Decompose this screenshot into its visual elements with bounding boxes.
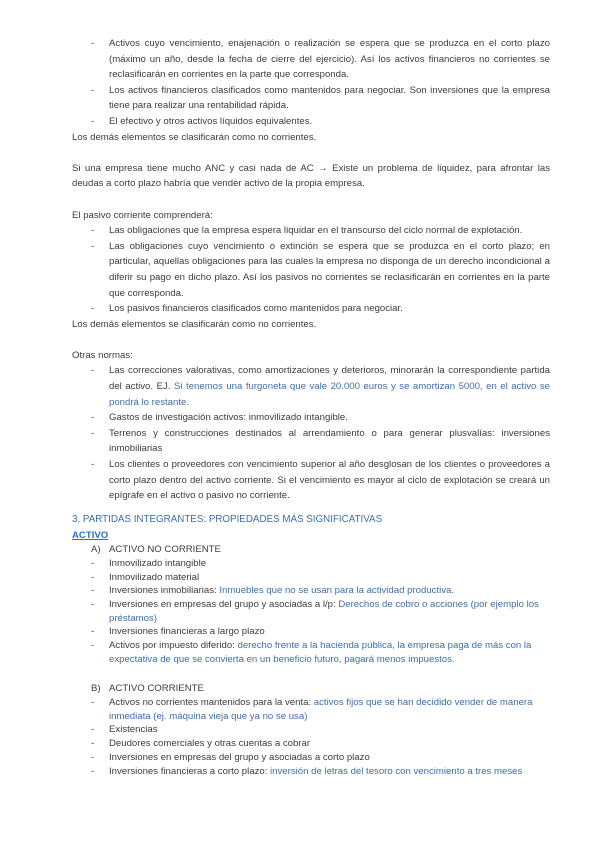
list-item xyxy=(72,696,550,723)
item-note: Inmuebles que no se usan para la actividad productiva. xyxy=(219,585,455,597)
list-item: - Inversiones en empresas del grupo y asociadas a corto plazo xyxy=(72,751,550,765)
otras-normas-list xyxy=(72,363,550,503)
list-item-text: Inversiones en empresas del grupo y asociadas a l/p: xyxy=(109,598,339,610)
item-note: Derechos de cobro o acciones (por ejemplo los préstamos) xyxy=(109,598,539,624)
section-heading: 3. PARTIDAS INTEGRANTES: PROPIEDADES MÁS SIGNIFICATIVAS xyxy=(72,513,383,525)
list-item: - Terrenos y construcciones destinados al arrendamiento o para generar plusvalías: inversiones inmobiliarias xyxy=(72,426,550,457)
list-item: - Las obligaciones que la empresa espera liquidar en el transcurso del ciclo normal de explotación. xyxy=(72,223,550,239)
paragraph-pasivo-intro: El pasivo corriente comprenderá: xyxy=(72,209,213,221)
ac-heading xyxy=(72,682,550,696)
document-body xyxy=(72,36,550,778)
list-item: - Inmovilizado intangible xyxy=(72,557,550,571)
list-item: - Gastos de investigación activos: inmovilizado intangible. xyxy=(72,410,550,426)
list-item-text: Inversiones inmobiliarias: xyxy=(109,585,220,597)
anc-list xyxy=(72,557,550,667)
anc-title: ACTIVO NO CORRIENTE xyxy=(109,543,221,555)
ac-letter: B) xyxy=(91,683,101,695)
otras-normas-title: Otras normas: xyxy=(72,349,133,361)
item-note: derecho frente a la hacienda pública, la empresa paga de más con la expectativa de que se convierta en un beneficio futuro, pagará menos impuestos. xyxy=(109,640,532,665)
activo-label: ACTIVO xyxy=(72,529,109,541)
ac-list xyxy=(72,696,550,778)
list-item: - Las obligaciones cuyo vencimiento o extinción se espera que se produzca en el corto plazo; en particular, aquellas obligaciones para las cuales la empresa no disponga de un derecho incondicional a diferir su pago en dicho plazo. Así los pasivos no corrientes se reclasificarán en corrientes en la parte que corresponda. xyxy=(72,239,550,301)
list-item xyxy=(72,639,550,666)
item-note: inversión de letras del tesoro con vencimiento a tres meses xyxy=(270,765,523,777)
list-item: - Los pasivos financieros clasificados como mantenidos para negociar. xyxy=(72,301,550,317)
list-item-text: Las correcciones valorativas, como amortizaciones y deterioros, minorarán la correspondiente partida del activo. EJ. xyxy=(109,365,550,393)
list-item: - Inmovilizado material xyxy=(72,571,550,585)
list-item xyxy=(72,363,550,410)
list-item: - Los clientes o proveedores con vencimiento superior al año desglosan de los clientes o proveedores a corto plazo dentro del activo corriente. Si el vencimiento es mayor al ciclo de explotación se creará un epígrafe en el activo o pasivo no corriente. xyxy=(72,457,550,504)
list-item: - Inversiones financieras a largo plazo xyxy=(72,625,550,639)
list-item xyxy=(72,765,550,779)
list-item xyxy=(72,584,550,598)
pasivo-list xyxy=(72,223,550,317)
example-note: Si tenemos una furgoneta que vale 20.000 euros y se amortizan 5000, en el activo se pondrá lo restante. xyxy=(109,381,551,408)
list-item: - Activos cuyo vencimiento, enajenación o realización se espera que se produzca en el corto plazo (máximo un año, desde la fecha de cierre del ejercicio). Así los activos financieros no corrientes se reclasificarán en corrientes en la parte que corresponda. xyxy=(72,36,550,83)
paragraph-rest-noncurrent: Los demás elementos se clasificarán como no corrientes. xyxy=(72,131,317,143)
list-item-text: Activos por impuesto diferido: xyxy=(109,640,238,652)
list-item xyxy=(72,598,550,625)
list-item-text: Activos no corrientes mantenidos para la venta: xyxy=(109,697,314,709)
list-item: - Deudores comerciales y otras cuentas a cobrar xyxy=(72,737,550,751)
ac-title: ACTIVO CORRIENTE xyxy=(109,683,204,695)
anc-heading xyxy=(72,543,550,557)
anc-letter: A) xyxy=(91,543,101,555)
intro-list xyxy=(72,36,550,130)
item-note: activos fijos que se han decidido vender de manera inmediata (ej. máquina vieja que ya no se usa) xyxy=(109,697,533,722)
list-item: - Existencias xyxy=(72,723,550,737)
list-item-text: Inversiones financieras a corto plazo: xyxy=(109,765,271,777)
paragraph-rest-noncurrent: Los demás elementos se clasificarán como no corrientes. xyxy=(72,318,317,330)
list-item: - Los activos financieros clasificados como mantenidos para negociar. Son inversiones que la empresa tiene para realizar una rentabilidad rápida. xyxy=(72,83,550,114)
list-item: - El efectivo y otros activos líquidos equivalentes. xyxy=(72,114,550,130)
paragraph-liquidity-note: Si una empresa tiene mucho ANC y casi nada de AC → Existe un problema de liquidez, para afrontar las deudas a corto plazo habría que vender activo de la propia empresa. xyxy=(72,162,550,190)
